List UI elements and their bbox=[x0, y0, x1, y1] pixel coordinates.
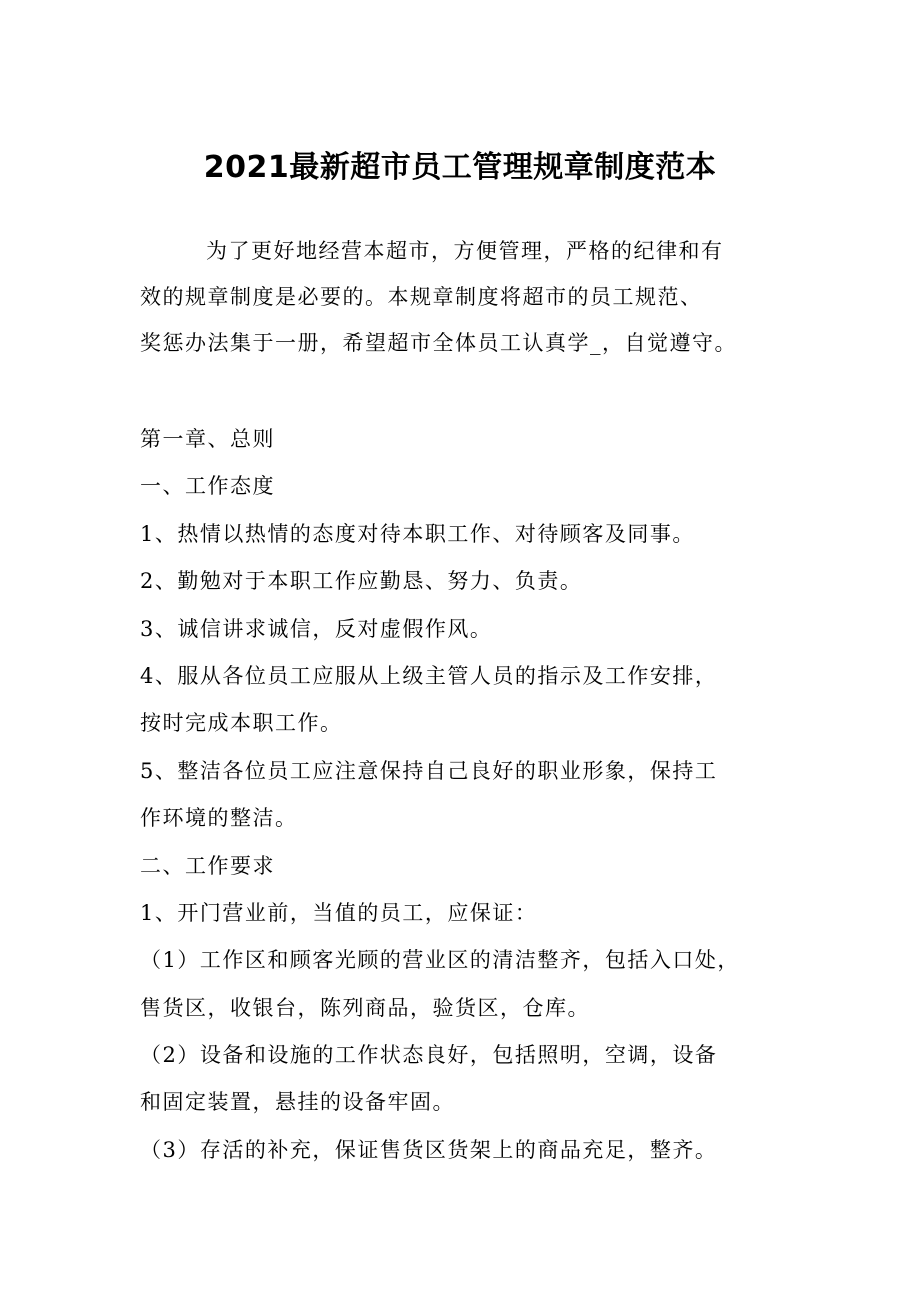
body-line: 作环境的整洁。 bbox=[140, 806, 298, 831]
section-heading: 一、工作态度 bbox=[140, 474, 275, 499]
document-body bbox=[140, 416, 800, 1174]
body-line: 3、诚信讲求诚信，反对虚假作风。 bbox=[140, 616, 493, 641]
body-line: 售货区，收银台，陈列商品，验货区，仓库。 bbox=[140, 995, 590, 1020]
intro-paragraph bbox=[140, 228, 790, 366]
body-line: 和固定装置，悬挂的设备牢固。 bbox=[140, 1090, 455, 1115]
body-line: 按时完成本职工作。 bbox=[140, 711, 343, 736]
intro-line: 为了更好地经营本超市，方便管理，严格的纪律和有 bbox=[206, 239, 724, 263]
section-heading: 二、工作要求 bbox=[140, 853, 275, 878]
chapter-heading: 第一章、总则 bbox=[140, 427, 275, 451]
body-line: 4、服从各位员工应服从上级主管人员的指示及工作安排， bbox=[140, 663, 718, 688]
intro-line: 效的规章制度是必要的。本规章制度将超市的员工规范、 bbox=[140, 285, 703, 309]
body-line: 5、整洁各位员工应注意保持自己良好的职业形象，保持工 bbox=[140, 758, 718, 783]
intro-line: 奖惩办法集于一册，希望超市全体员工认真学_，自觉遵守。 bbox=[140, 331, 737, 355]
body-line: （2）设备和设施的工作状态良好，包括照明，空调，设备 bbox=[140, 1043, 718, 1068]
body-line: 1、热情以热情的态度对待本职工作、对待顾客及同事。 bbox=[140, 521, 695, 546]
body-line: 1、开门营业前，当值的员工，应保证： bbox=[140, 900, 538, 925]
body-line: （3）存活的补充，保证售货区货架上的商品充足，整齐。 bbox=[140, 1137, 718, 1162]
body-line: 2、勤勉对于本职工作应勤恳、努力、负责。 bbox=[140, 569, 583, 594]
body-line: （1）工作区和顾客光顾的营业区的清洁整齐，包括入口处， bbox=[140, 948, 740, 973]
document-title: 2021最新超市员工管理规章制度范本 bbox=[203, 150, 717, 185]
